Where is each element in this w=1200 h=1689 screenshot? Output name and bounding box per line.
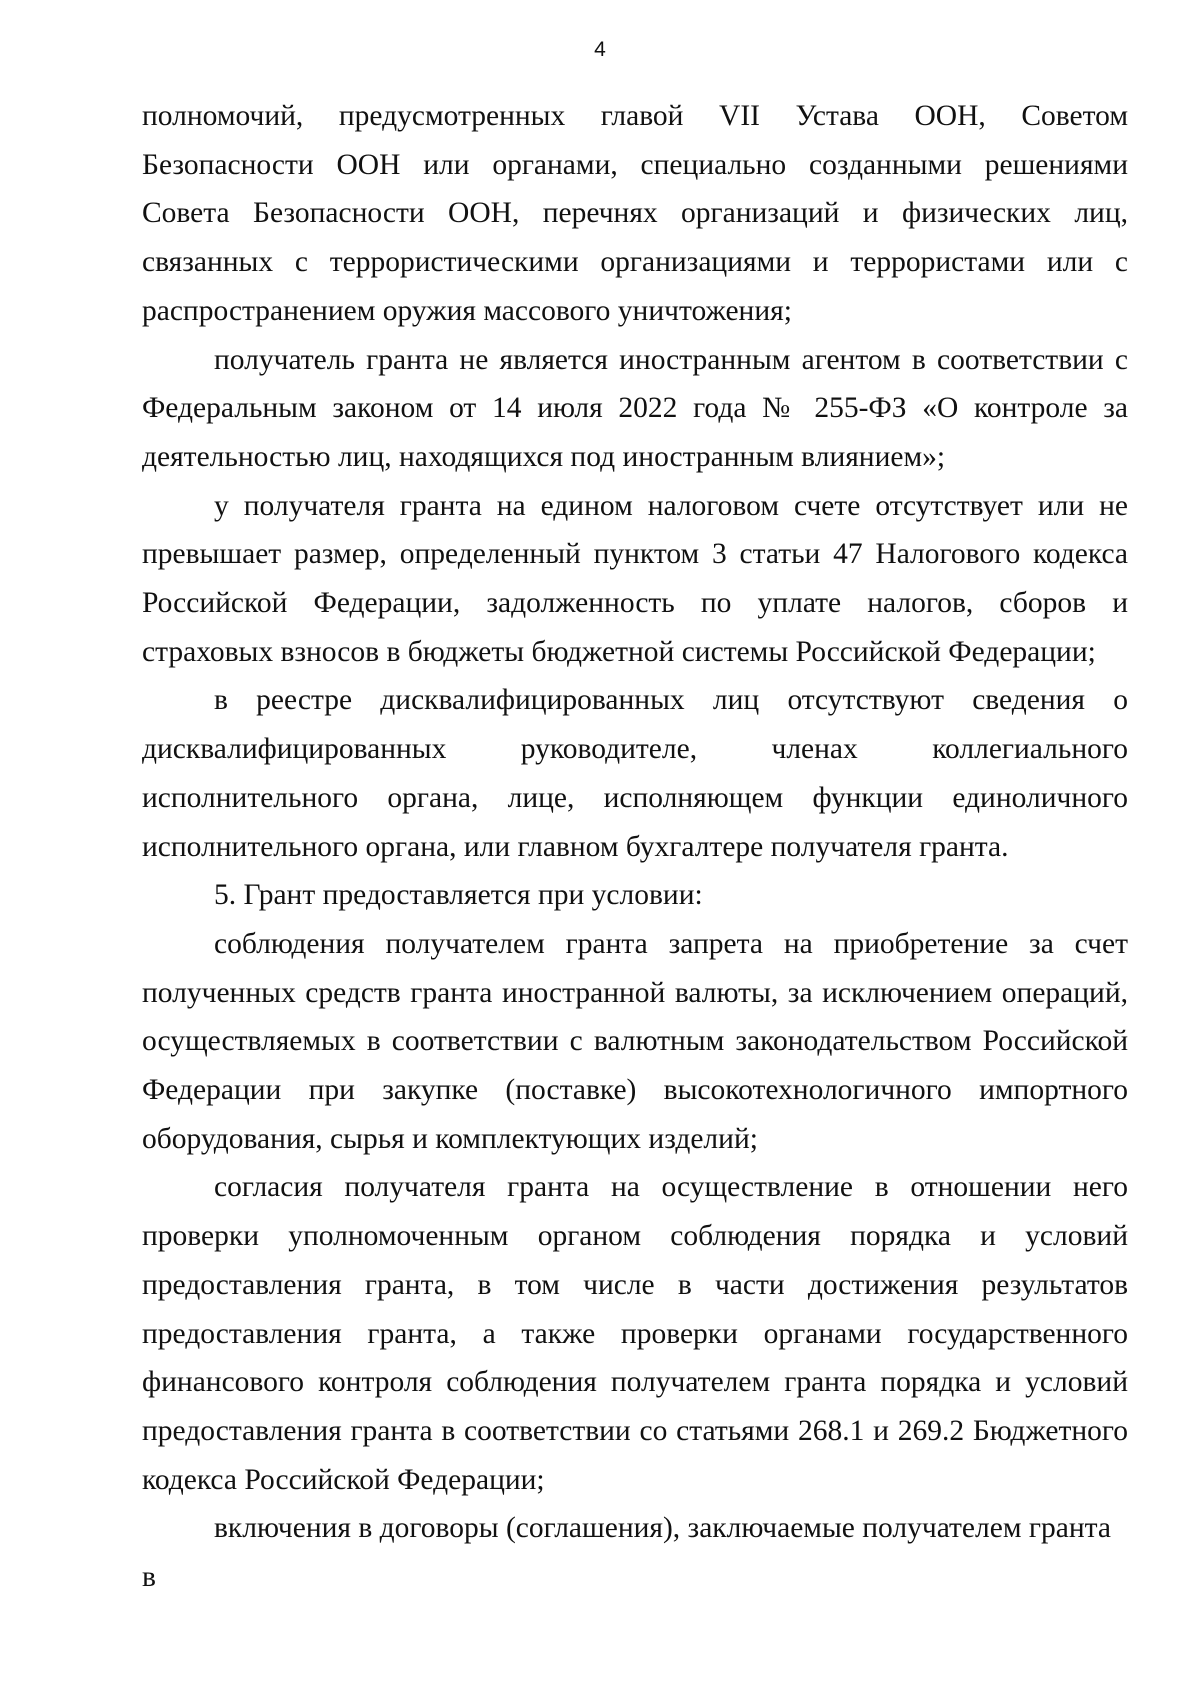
paragraph-inspection-consent: согласия получателя гранта на осуществление в отношении него проверки уполномоченным органом соблюдения порядка и условий предоставления гранта, в том числе в части достижения результатов предоставления гранта, а также проверки органами государственного финансового контроля соблюдения получателем гранта порядка и условий предоставления гранта в соответствии со статьями 268.1 и 269.2 Бюджетного кодекса Российской Федерации;: [142, 1171, 1128, 1496]
paragraph-tax-debt: у получателя гранта на едином налоговом счете отсутствует или не превышает размер, определенный пунктом 3 статьи 47 Налогового кодекса Российской Федерации, задолженность по уплате налогов, сборов и страховых взносов в бюджеты бюджетной системы Российской Федерации;: [142, 489, 1128, 668]
paragraph-disqualified-persons: в реестре дисквалифицированных лиц отсутствуют сведения о дисквалифицированных руководителе, членах коллегиального исполнительного органа, лице, исполняющем функции единоличного исполнительного органа, или главном бухгалтере получателя гранта.: [142, 684, 1128, 863]
paragraph-currency-ban: соблюдения получателем гранта запрета на приобретение за счет полученных средств гранта иностранной валюты, за исключением операций, осуществляемых в соответствии с валютным законодательством Российской Федерации при закупке (поставке) высокотехнологичного импортного оборудования, сырья и комплектующих изделий;: [142, 927, 1128, 1155]
paragraph-contracts: включения в договоры (соглашения), заключаемые получателем гранта в: [142, 1512, 1111, 1594]
page-number: 4: [594, 38, 606, 61]
paragraph-foreign-agent: получатель гранта не является иностранным агентом в соответствии с Федеральным законом от 14 июля 2022 года № 255-ФЗ «О контроле за деятельностью лиц, находящихся под иностранным влиянием»;: [142, 343, 1128, 473]
paragraph-section-5-heading: 5. Грант предоставляется при условии:: [214, 879, 703, 912]
paragraph-continuation: полномочий, предусмотренных главой VII Устава ООН, Советом Безопасности ООН или органами, специально созданными решениями Совета Безопасности ООН, перечнях организаций и физических лиц, связанных с террористическими организациями и террористами или с распространением оружия массового уничтожения;: [142, 100, 1128, 327]
document-body: [142, 92, 1128, 1602]
